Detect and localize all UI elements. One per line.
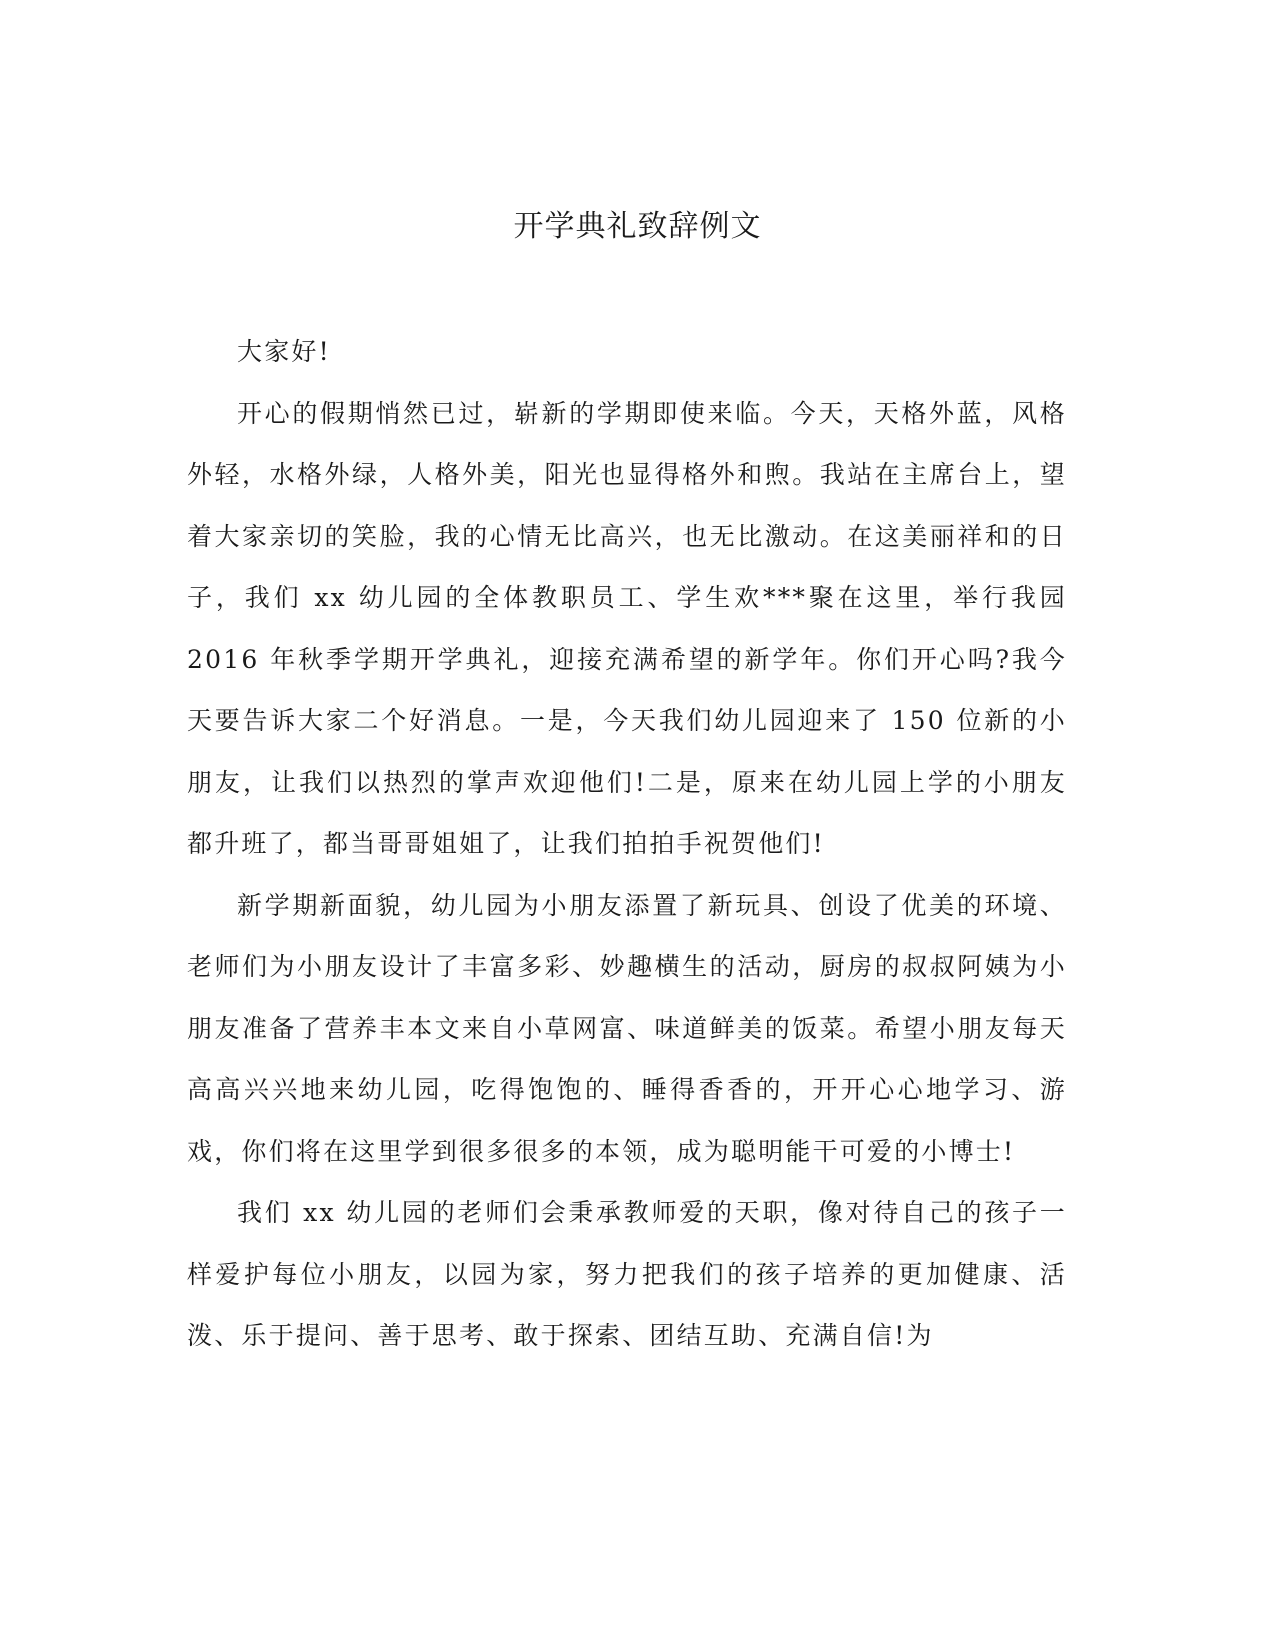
paragraph-2: 新学期新面貌，幼儿园为小朋友添置了新玩具、创设了优美的环境、老师们为小朋友设计了丰富多彩、妙趣横生的活动，厨房的叔叔阿姨为小朋友准备了营养丰本文来自小草网富、味道鲜美的饭菜。希望小朋友每天高高兴兴地来幼儿园，吃得饱饱的、睡得香香的，开开心心地学习、游戏，你们将在这里学到很多很多的本领，成为聪明能干可爱的小博士! [187, 890, 1067, 1166]
paragraph-greeting: 大家好! [237, 337, 331, 366]
paragraph-1: 开心的假期悄然已过，崭新的学期即使来临。今天，天格外蓝，风格外轻，水格外绿，人格外美，阳光也显得格外和煦。我站在主席台上，望着大家亲切的笑脸，我的心情无比高兴，也无比激动。在这美丽祥和的日子，我们 xx 幼儿园的全体教职员工、学生欢***聚在这里，举行我园 2016 年秋季学期开学典礼，迎接充满希望的新学年。你们开心吗?我今天要告诉大家二个好消息。一是，今天我们幼儿园迎来了 150 位新的小朋友，让我们以热烈的掌声欢迎他们!二是，原来在幼儿园上学的小朋友都升班了，都当哥哥姐姐了，让我们拍拍手祝贺他们! [187, 398, 1067, 858]
document-title: 开学典礼致辞例文 [513, 209, 762, 244]
paragraph-3: 我们 xx 幼儿园的老师们会秉承教师爱的天职，像对待自己的孩子一样爱护每位小朋友，以园为家，努力把我们的孩子培养的更加健康、活泼、乐于提问、善于思考、敢于探索、团结互助、充满自信!为 [187, 1198, 1067, 1350]
document-body [187, 321, 1067, 1367]
